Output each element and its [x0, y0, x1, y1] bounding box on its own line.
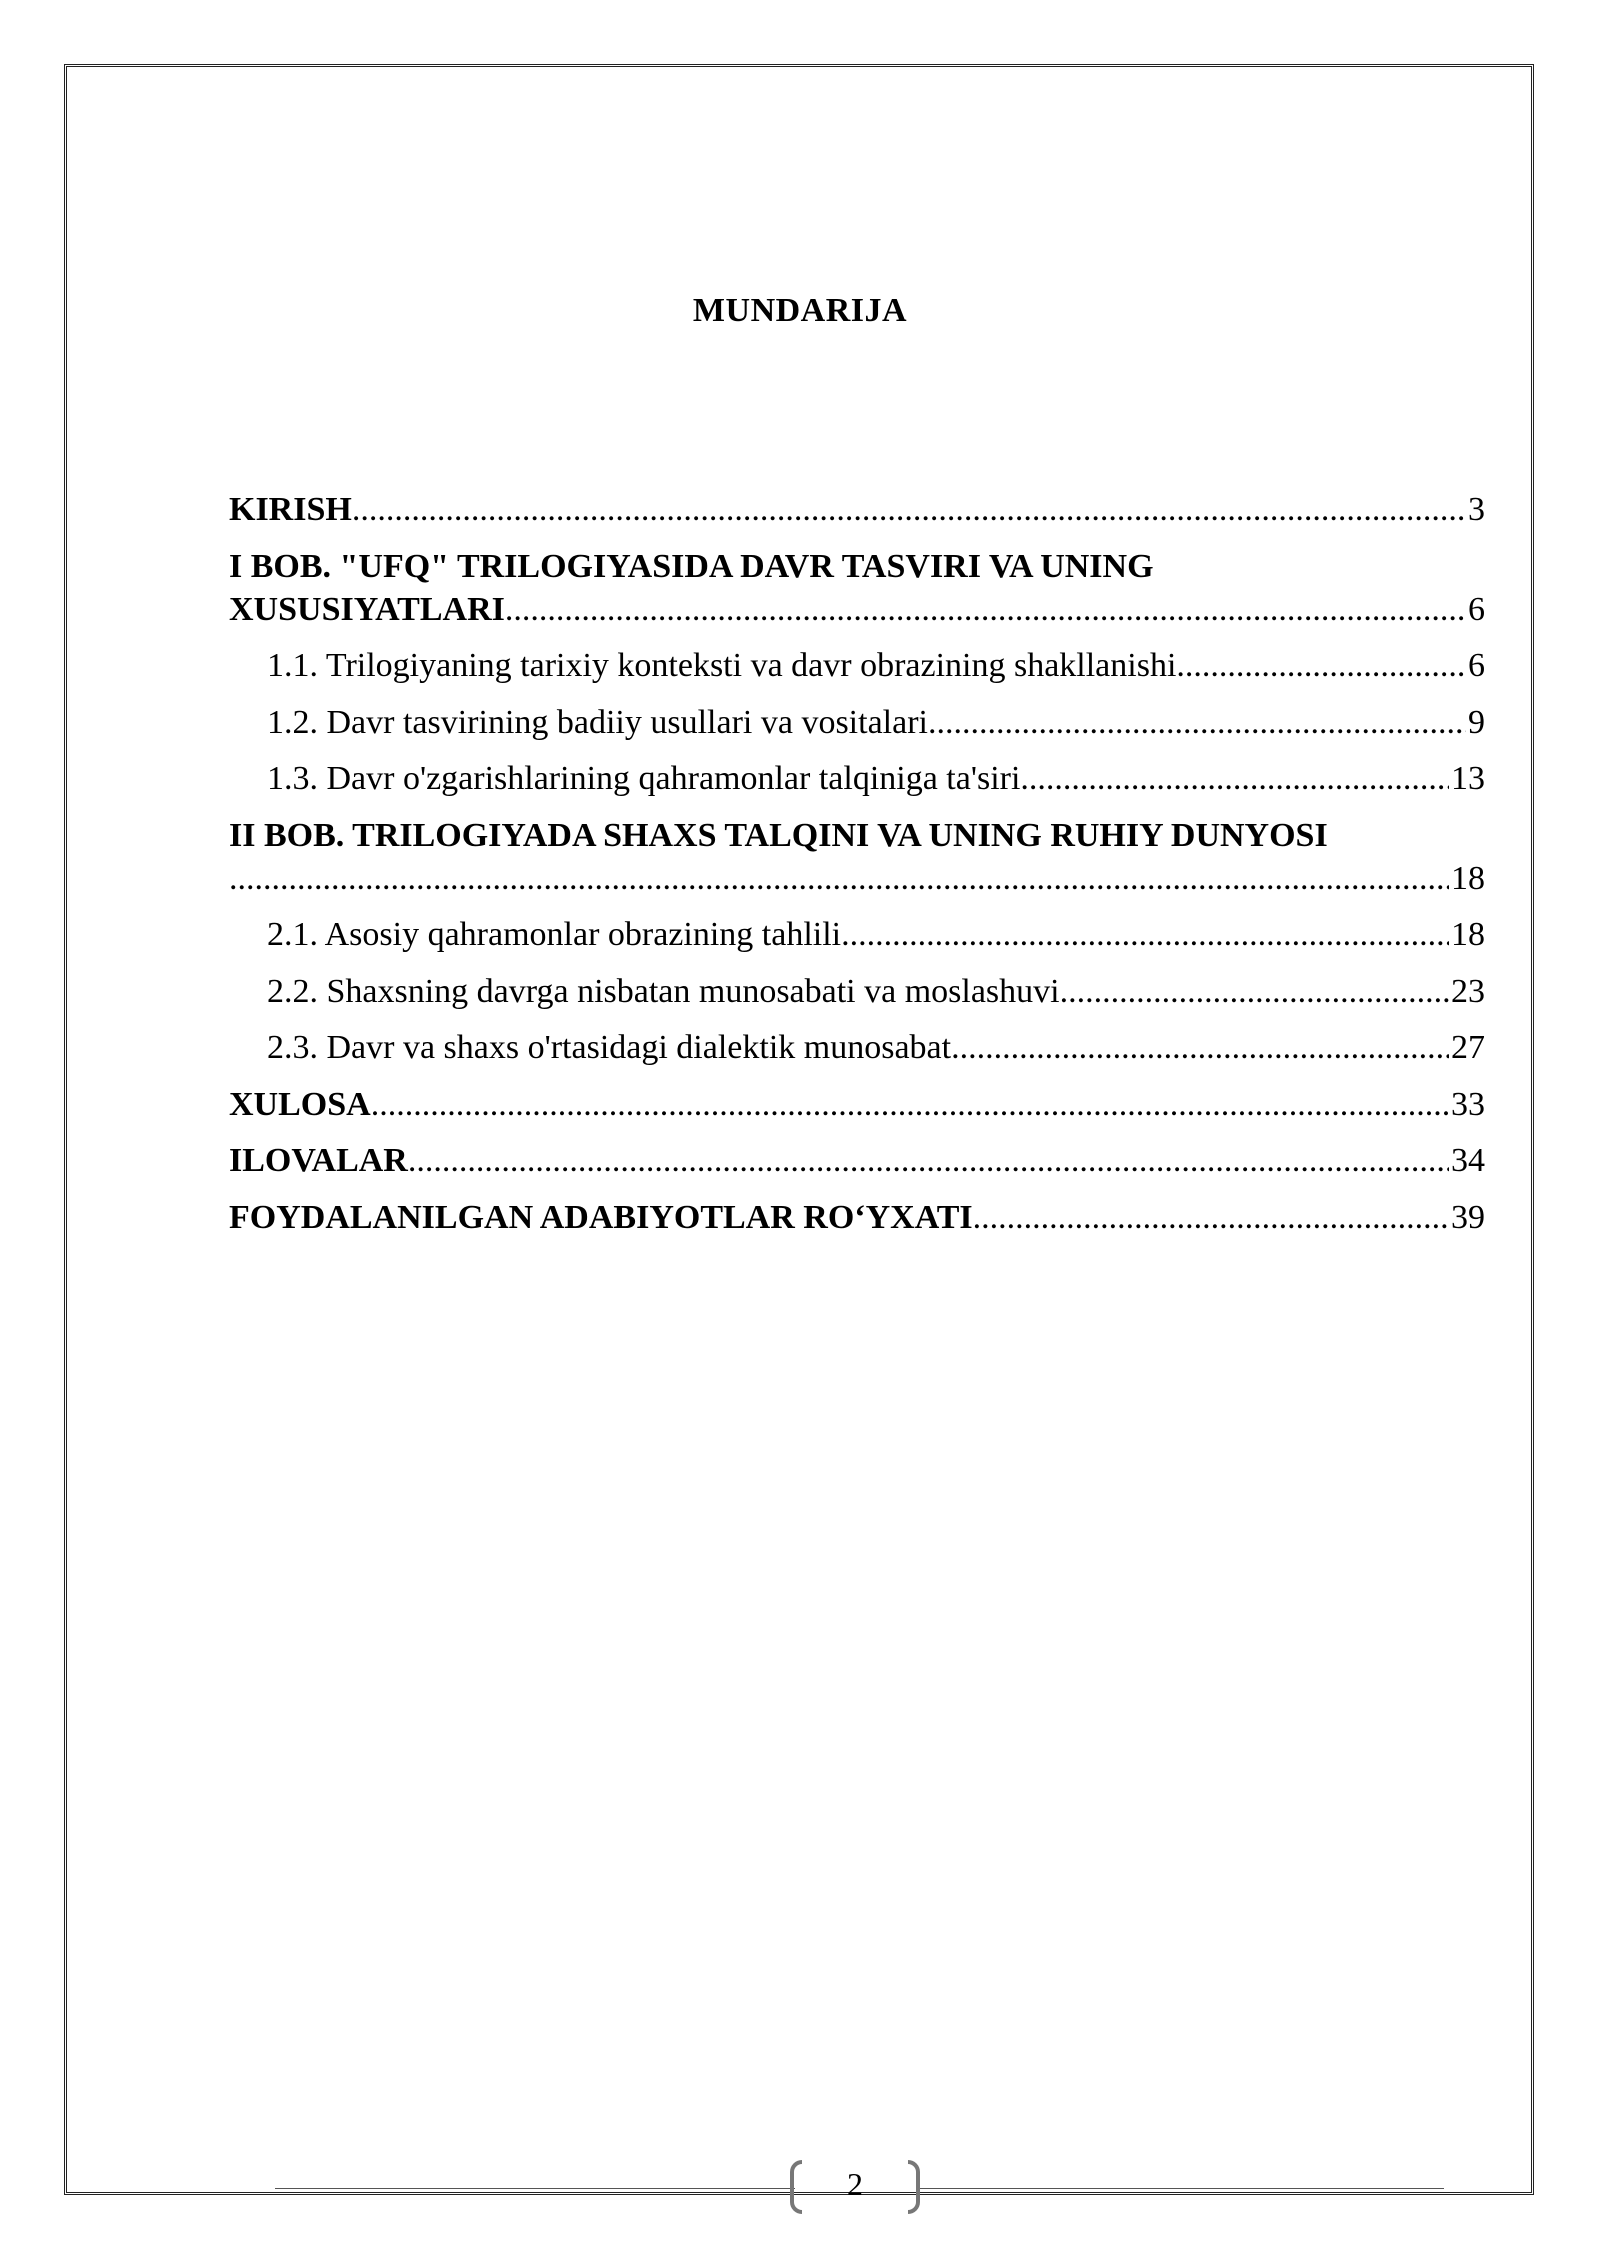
toc-entry-section-2-3[interactable]: [229, 1026, 1485, 1069]
toc-page-number: 6: [1468, 590, 1485, 628]
toc-page-number: 13: [1451, 760, 1485, 797]
toc-entry-label-line1: I BOB. "UFQ" TRILOGIYASIDA DAVR TASVIRI VA UNING: [229, 547, 1154, 585]
toc-entry-bibliography[interactable]: [229, 1196, 1485, 1239]
toc-page-number: 39: [1451, 1198, 1485, 1236]
toc-dot-leader: [408, 1139, 1449, 1182]
toc-entry-section-1-3[interactable]: [229, 757, 1485, 800]
page-number-box: [790, 2160, 920, 2220]
toc-entry-kirish[interactable]: [229, 488, 1485, 531]
toc-page-number: 9: [1468, 703, 1485, 741]
toc-dot-leader: [841, 913, 1449, 956]
toc-entry-label: 1.1. Trilogiyaning tarixiy konteksti va davr obrazining shakllanishi: [267, 647, 1177, 684]
toc-entry-label: XUSUSIYATLARI: [229, 590, 505, 628]
toc-dot-leader: [1060, 970, 1449, 1013]
toc-dot-leader: [951, 1026, 1449, 1069]
toc-dot-leader: [371, 1083, 1449, 1126]
toc-entry-label-line1: II BOB. TRILOGIYADA SHAXS TALQINI VA UNING RUHIY DUNYOSI: [229, 816, 1328, 854]
page-number: 2: [847, 2166, 863, 2202]
toc-page-number: 6: [1468, 647, 1485, 684]
toc-entry-section-1-2[interactable]: [229, 701, 1485, 744]
toc-entry-label: XULOSA: [229, 1085, 371, 1123]
footer-rule-right: [920, 2188, 1444, 2189]
right-brace-icon: [908, 2160, 920, 2214]
footer-rule-left: [275, 2188, 795, 2189]
toc-entry-label: 2.2. Shaxsning davrga nisbatan munosabati va moslashuvi: [267, 972, 1060, 1010]
toc-entry-section-1-1[interactable]: [229, 644, 1485, 687]
toc-entry-section-2-1[interactable]: [229, 913, 1485, 956]
toc-entry-chapter-1[interactable]: [229, 545, 1485, 631]
toc-dot-leader: [1176, 644, 1466, 687]
toc-entry-label: FOYDALANILGAN ADABIYOTLAR RO‘YXATI: [229, 1198, 973, 1236]
toc-page-number: 34: [1451, 1142, 1485, 1179]
toc-page-number: 27: [1451, 1029, 1485, 1066]
toc-entry-chapter-2[interactable]: [229, 814, 1485, 900]
toc-entry-label: KIRISH: [229, 491, 352, 528]
toc-page-number: 18: [1451, 916, 1485, 953]
toc-page-number: 3: [1468, 491, 1485, 528]
toc-dot-leader: [352, 488, 1466, 531]
toc-entry-ilovalar[interactable]: [229, 1139, 1485, 1182]
toc-entry-label: ILOVALAR: [229, 1142, 408, 1179]
toc-dot-leader: [229, 857, 1449, 900]
toc-entry-label: 2.3. Davr va shaxs o'rtasidagi dialektik munosabat: [267, 1029, 952, 1066]
toc-dot-leader: [928, 701, 1466, 744]
page-title: MUNDARIJA: [692, 292, 908, 329]
toc-entry-label: 2.1. Asosiy qahramonlar obrazining tahlili: [267, 916, 842, 953]
toc-entry-section-2-2[interactable]: [229, 970, 1485, 1013]
toc-page-number: 18: [1451, 859, 1485, 897]
toc-entry-label: 1.2. Davr tasvirining badiiy usullari va vositalari: [267, 703, 928, 741]
toc-dot-leader: [1020, 757, 1449, 800]
toc-page-number: 23: [1451, 972, 1485, 1010]
toc-dot-leader: [973, 1196, 1449, 1239]
table-of-contents: [229, 488, 1485, 1252]
toc-page-number: 33: [1451, 1085, 1485, 1123]
toc-entry-xulosa[interactable]: [229, 1083, 1485, 1126]
toc-dot-leader: [505, 588, 1466, 631]
toc-entry-label: 1.3. Davr o'zgarishlarining qahramonlar talqiniga ta'siri: [267, 760, 1021, 797]
